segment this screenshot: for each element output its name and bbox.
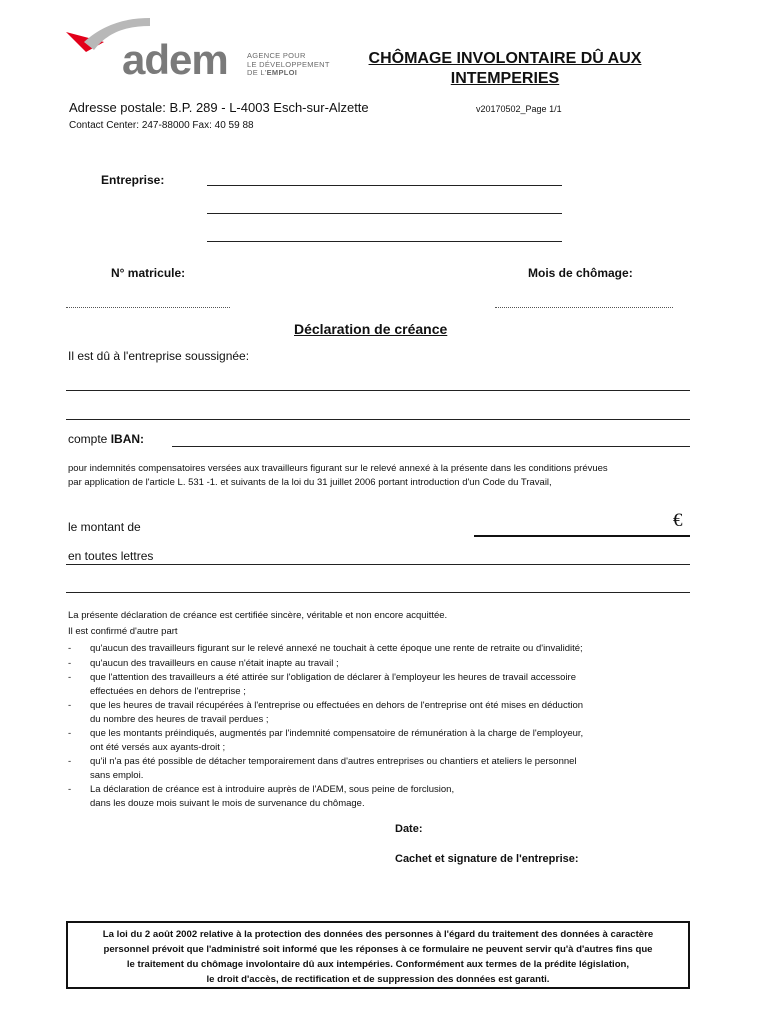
list-item-continuation: effectuées en dehors de l'entreprise ; bbox=[90, 686, 246, 697]
indemnites-text bbox=[68, 462, 608, 490]
euro-symbol: € bbox=[673, 510, 683, 531]
entreprise-field-line2[interactable] bbox=[207, 213, 562, 214]
list-item: - qu'aucun des travailleurs figurant sur le relevé annexé ne touchait à cette époque une rente de retraite ou d'invalidité; bbox=[68, 643, 583, 654]
postal-address: Adresse postale: B.P. 289 - L-4003 Esch-sur-Alzette bbox=[69, 100, 369, 115]
creancier-field-line1[interactable] bbox=[66, 390, 690, 391]
iban-field[interactable] bbox=[172, 446, 690, 447]
cachet-signature-label: Cachet et signature de l'entreprise: bbox=[395, 853, 579, 865]
list-item: - qu'aucun des travailleurs en cause n'était inapte au travail ; bbox=[68, 658, 339, 669]
montant-label: le montant de bbox=[68, 520, 141, 534]
list-item: - que les heures de travail récupérées à l'entreprise ou effectuées en dehors de l'entreprise ont été mises en déduction bbox=[68, 700, 584, 711]
entreprise-field-line1[interactable] bbox=[207, 185, 562, 186]
form-title-line2: INTEMPERIES bbox=[450, 70, 560, 87]
matricule-field[interactable] bbox=[66, 307, 230, 308]
entreprise-field-line3[interactable] bbox=[207, 241, 562, 242]
creancier-field-line2[interactable] bbox=[66, 419, 690, 420]
data-protection-notice bbox=[66, 921, 690, 989]
toutes-lettres-label: en toutes lettres bbox=[68, 549, 154, 563]
list-item: - que l'attention des travailleurs a été attirée sur l'obligation de déclarer à l'employeur les heures de travail accessoire bbox=[68, 672, 576, 683]
matricule-label: N° matricule: bbox=[111, 266, 186, 280]
certification-confirm: Il est confirmé d'autre part bbox=[68, 626, 178, 637]
form-title bbox=[330, 49, 680, 89]
logo-tagline-line2: LE DÉVELOPPEMENT bbox=[247, 59, 330, 69]
indemnites-line1: pour indemnités compensatoires versées aux travailleurs figurant sur le relevé annexé à la présente dans les conditions prévues bbox=[68, 463, 608, 474]
iban-label: compte IBAN: bbox=[68, 432, 145, 446]
notice-line1: La loi du 2 août 2002 relative à la protection des données des personnes à l'égard du traitement des données à caractère bbox=[102, 929, 654, 940]
mois-chomage-field[interactable] bbox=[495, 307, 673, 308]
form-title-line1: CHÔMAGE INVOLONTAIRE DÛ AUX bbox=[368, 50, 642, 67]
indemnites-line2: par application de l'article L. 531 -1. et suivants de la loi du 31 juillet 2006 portant introduction d'un Code du Travail, bbox=[68, 477, 552, 488]
list-item-continuation: sans emploi. bbox=[90, 770, 144, 781]
list-item-continuation: du nombre des heures de travail perdues ; bbox=[90, 714, 269, 725]
date-label: Date: bbox=[395, 823, 423, 835]
list-item: - La déclaration de créance est à introduire auprès de l'ADEM, sous peine de forclusion, bbox=[68, 784, 455, 795]
toutes-lettres-field-line1[interactable] bbox=[66, 564, 690, 565]
notice-line4: le droit d'accès, de rectification et de suppression des données est garanti. bbox=[206, 974, 550, 985]
mois-chomage-label: Mois de chômage: bbox=[528, 266, 633, 280]
list-item: - qu'il n'a pas été possible de détacher temporairement dans d'autres entreprises ou chantiers et ateliers le personnel bbox=[68, 756, 577, 767]
logo-tagline bbox=[247, 52, 330, 78]
certification-intro: La présente déclaration de créance est certifiée sincère, véritable et non encore acquittée. bbox=[68, 610, 448, 621]
logo-word: adem bbox=[122, 36, 228, 83]
logo-tagline-line3: DE L'EMPLOI bbox=[247, 68, 298, 77]
version-label: v20170502_Page 1/1 bbox=[476, 104, 562, 114]
list-item: - que les montants préindiqués, augmentés par l'indemnité compensatoire de rémunération à la charge de l'employeur, bbox=[68, 728, 584, 739]
contact-info: Contact Center: 247-88000 Fax: 40 59 88 bbox=[69, 120, 254, 131]
notice-line3: le traitement du chômage involontaire dû aux intempéries. Conformément aux termes de la prédite législation, bbox=[126, 959, 630, 970]
du-label: Il est dû à l'entreprise soussignée: bbox=[68, 349, 250, 363]
list-item-continuation: dans les douze mois suivant le mois de survenance du chômage. bbox=[90, 798, 365, 809]
logo-tagline-line1: AGENCE POUR bbox=[247, 51, 306, 60]
notice-line2: personnel prévoit que l'administré soit informé que les réponses à ce formulaire ne peuvent servir qu'à d'autres fins que bbox=[103, 944, 653, 955]
list-item-continuation: ont été versés aux ayants-droit ; bbox=[90, 742, 226, 753]
adem-logo bbox=[64, 14, 244, 84]
montant-field[interactable] bbox=[474, 535, 690, 537]
section-title: Déclaration de créance bbox=[294, 321, 448, 337]
toutes-lettres-field-line2[interactable] bbox=[66, 592, 690, 593]
entreprise-label: Entreprise: bbox=[101, 173, 165, 187]
